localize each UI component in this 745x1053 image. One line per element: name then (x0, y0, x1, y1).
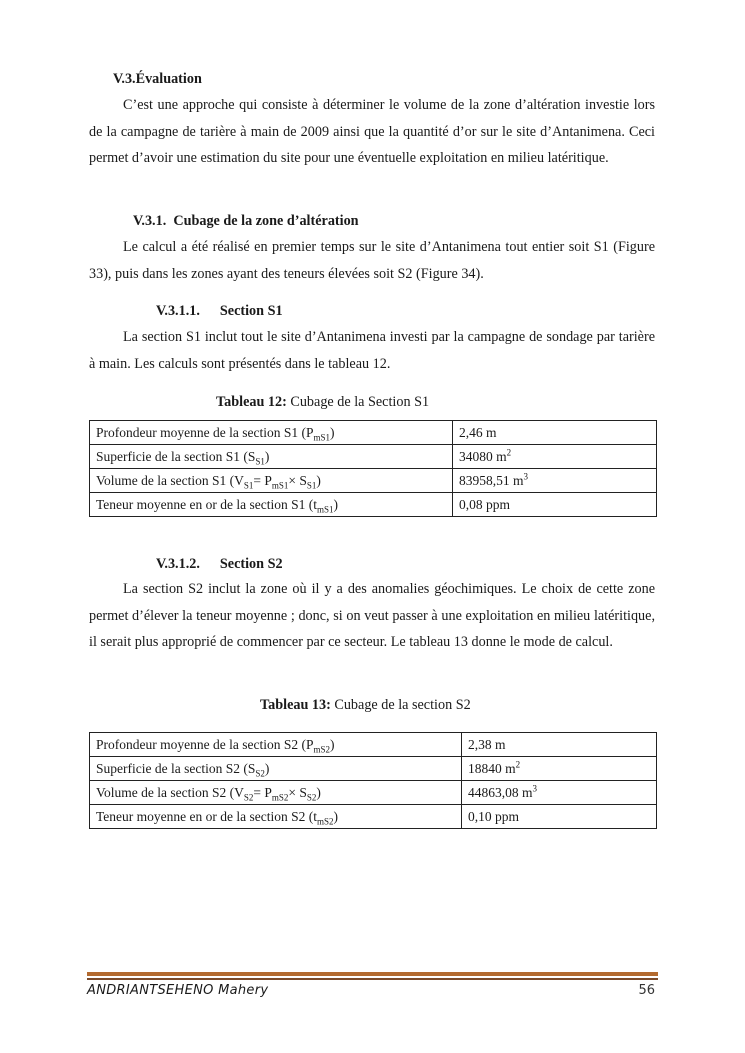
section-title: Section S2 (219, 556, 283, 572)
table-row (90, 493, 657, 517)
table-cell-label: Profondeur moyenne de la section S2 $(P_{mS2})$ (90, 733, 462, 757)
table13 (89, 732, 657, 829)
footer-rule (87, 972, 658, 976)
table-cell-label: Teneur moyenne en or de la section S1 $(t_{mS1})$ (90, 493, 453, 517)
footer-author: ANDRIANTSEHENO Mahery (87, 983, 269, 998)
paragraph-section-s2-text: La section S2 inclut la zone où il y a des anomalies géochimiques. Le choix de cette zone permet d’élever la teneur moyenne ; donc, si on veut passer à une exploitation en milieu latéritique, il serait plus approprié de commencer par ce secteur. Le tableau 13 donne le mode de calcul. (89, 581, 655, 650)
section-heading-v312 (156, 556, 283, 573)
table-cell-label: Profondeur moyenne de la section S1 $(P_{mS1})$ (90, 421, 453, 445)
table13-caption-label: Tableau 13: (260, 697, 331, 713)
table12-caption (216, 394, 429, 411)
section-heading-v311 (156, 303, 283, 320)
table12 (89, 420, 657, 517)
table-row (90, 733, 657, 757)
table-cell-label: Volume de la section S2 $(V_{S2}= P_{mS2}\times S_{S2})$ (90, 781, 462, 805)
table-cell-value: 0,10 ppm (462, 805, 657, 829)
table-row (90, 805, 657, 829)
table-cell-value: 83958,51 $m^3$ (453, 469, 657, 493)
footer-rule-thin (87, 978, 658, 980)
table-row (90, 781, 657, 805)
paragraph-evaluation (89, 92, 655, 172)
paragraph-cubage-text: Le calcul a été réalisé en premier temps sur le site d’Antanimena tout entier soit S1 (Figure 33), puis dans les zones ayant des teneurs élevées soit S2 (Figure 34). (89, 239, 655, 282)
section-title: Section S1 (219, 303, 283, 319)
table-row (90, 469, 657, 493)
table13-caption (260, 697, 471, 714)
paragraph-section-s1 (89, 324, 655, 377)
table-cell-value: 18840 $m^2$ (462, 757, 657, 781)
table-cell-label: Superficie de la section S2 $(S_{S2})$ (90, 757, 462, 781)
section-title: Cubage de la zone d’altération (173, 213, 359, 229)
table-cell-value: 2,46 m (453, 421, 657, 445)
section-heading-v31 (133, 213, 359, 230)
paragraph-section-s2 (89, 576, 655, 656)
table-cell-label: Superficie de la section S1 $(S_{S1})$ (90, 445, 453, 469)
table12-caption-text: Cubage de la Section S1 (290, 394, 430, 410)
table13-caption-text: Cubage de la section S2 (334, 697, 471, 713)
table-cell-value: 34080 $m^2$ (453, 445, 657, 469)
table-row (90, 421, 657, 445)
table-cell-value: 44863,08 $m^3$ (462, 781, 657, 805)
table12-caption-label: Tableau 12: (216, 394, 287, 410)
table-cell-value: 0,08 ppm (453, 493, 657, 517)
paragraph-evaluation-text: C’est une approche qui consiste à déterminer le volume de la zone d’altération investie lors de la campagne de tarière à main de 2009 ainsi que la quantité d’or sur le site d’Antanimena. Ceci permet d’avoir une estimation du site pour une éventuelle exploitation en milieu latéritique. (89, 97, 655, 166)
paragraph-cubage (89, 234, 655, 287)
paragraph-section-s1-text: La section S1 inclut tout le site d’Antanimena investi par la campagne de sondage par tarière à main. Les calculs sont présentés dans le tableau 12. (89, 329, 655, 372)
table-row (90, 757, 657, 781)
page-number: 56 (638, 983, 655, 998)
section-number: V.3.1. (133, 213, 167, 229)
table-cell-label: Volume de la section S1 $(V_{S1}= P_{mS1}\times S_{S1})$ (90, 469, 453, 493)
section-heading-v3: V.3.Évaluation (113, 71, 202, 87)
table-row (90, 445, 657, 469)
table-cell-value: 2,38 m (462, 733, 657, 757)
section-number: V.3.1.2. (156, 556, 200, 572)
section-number: V.3.1.1. (156, 303, 200, 319)
table-cell-label: Teneur moyenne en or de la section S2 $(t_{mS2})$ (90, 805, 462, 829)
